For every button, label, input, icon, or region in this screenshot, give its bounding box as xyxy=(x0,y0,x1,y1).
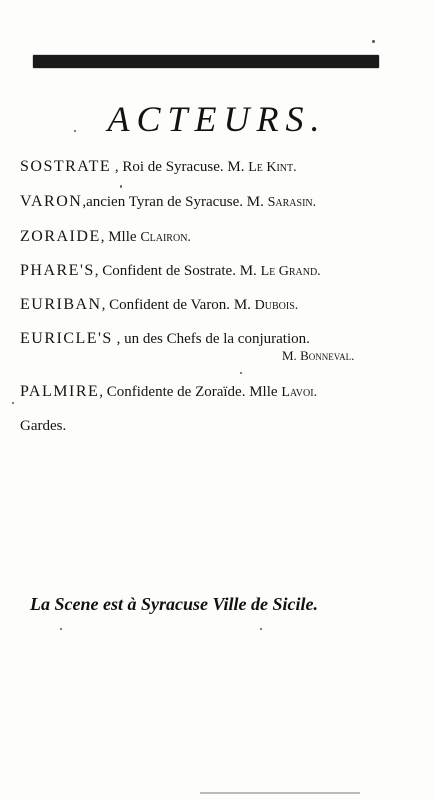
cast-description: Confident de Varon. xyxy=(109,297,231,313)
cast-role: PALMIRE xyxy=(20,383,100,400)
cast-role: PHARE'S xyxy=(20,262,95,279)
cast-actor-prefix: M. xyxy=(227,159,245,175)
cast-actor: Lavoi. xyxy=(281,385,318,400)
bottom-page-edge xyxy=(200,792,360,794)
cast-actor-prefix: M. xyxy=(246,194,264,210)
cast-role: SOSTRATE xyxy=(20,158,112,175)
cast-role: EURIBAN xyxy=(20,296,102,313)
cast-actor-prefix: Mlle xyxy=(108,229,137,245)
cast-entry xyxy=(20,330,420,348)
cast-actor-prefix: M. xyxy=(282,348,297,363)
cast-description: un des Chefs de la conjuration. xyxy=(124,331,310,347)
cast-description: Roi de Syracuse. xyxy=(122,159,224,175)
cast-description: Confidente de Zoraïde. xyxy=(106,384,246,400)
paper-speck xyxy=(74,130,76,132)
cast-description: Confident de Sostrate. xyxy=(102,263,236,279)
cast-entry xyxy=(20,193,420,212)
cast-actor-prefix: M. xyxy=(233,297,251,313)
paper-speck xyxy=(372,40,375,43)
cast-separator: , xyxy=(111,159,123,175)
cast-separator: , xyxy=(100,229,109,245)
cast-actor-prefix: M. xyxy=(239,263,257,279)
cast-separator: , xyxy=(112,331,125,347)
cast-entry xyxy=(20,158,420,177)
cast-entry xyxy=(20,383,420,402)
top-ornamental-rule xyxy=(33,55,379,68)
scene-location: La Scene est à Syracuse Ville de Sicile. xyxy=(30,594,318,614)
page-title: ACTEURS. xyxy=(107,99,327,139)
paper-speck xyxy=(240,372,242,374)
cast-entry xyxy=(20,296,420,315)
cast-actor-line xyxy=(282,348,354,364)
cast-actor: Dubois. xyxy=(254,298,299,313)
cast-separator: , xyxy=(82,194,87,210)
cast-separator: , xyxy=(99,384,107,400)
cast-entry xyxy=(20,228,420,247)
cast-actor-prefix: Mlle xyxy=(249,384,278,400)
cast-actor: Le Grand. xyxy=(260,264,321,279)
cast-entry xyxy=(20,262,420,281)
cast-actor: Bonneval. xyxy=(300,348,355,363)
cast-actor: Le Kint. xyxy=(248,160,297,175)
cast-description: ancien Tyran de Syracuse. xyxy=(86,194,244,210)
cast-role: ZORAIDE xyxy=(20,228,101,245)
cast-role: EURICLE'S xyxy=(20,330,113,347)
paper-speck xyxy=(12,402,14,404)
cast-separator: , xyxy=(94,263,103,279)
paper-speck xyxy=(60,628,62,630)
cast-actor: Sarasin. xyxy=(267,195,317,210)
paper-speck xyxy=(260,628,262,630)
cast-entry xyxy=(20,417,420,435)
cast-actor: Clairon. xyxy=(140,230,191,245)
paper-speck xyxy=(120,185,122,188)
cast-role: VARON xyxy=(20,193,83,210)
cast-role: Gardes. xyxy=(20,418,67,434)
cast-separator: , xyxy=(101,297,110,313)
